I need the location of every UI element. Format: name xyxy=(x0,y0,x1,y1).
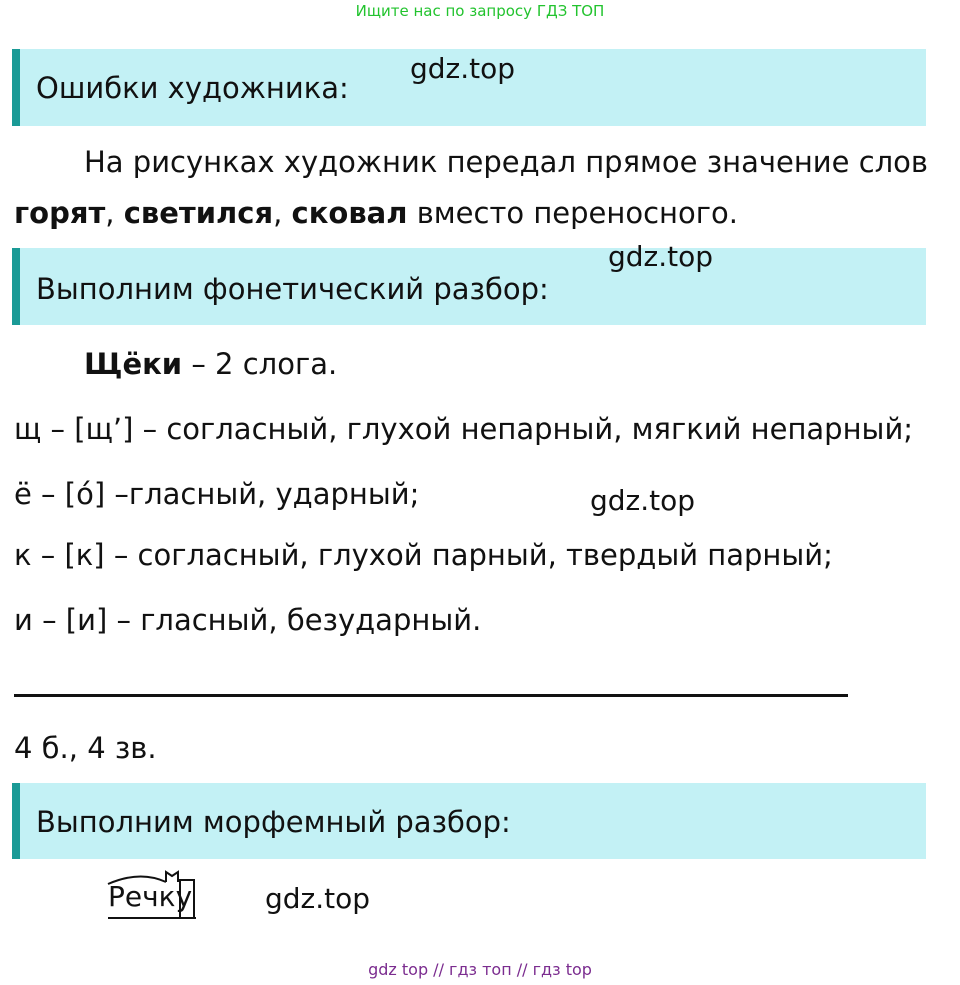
footer-links[interactable]: gdz top // гдз топ // гдз top xyxy=(368,960,592,979)
divider-line xyxy=(14,694,848,697)
phonetic-line: щ – [щ’] – согласный, глухой непарный, мягкий непарный; xyxy=(14,412,914,446)
phonetic-line: к – [к] – согласный, глухой парный, твердый парный; xyxy=(14,538,833,572)
phonetic-line: и – [и] – гласный, безударный. xyxy=(14,603,482,637)
rest-text: вместо переносного. xyxy=(407,196,738,230)
artist-text-line1: На рисунках художник передал прямое значение слов xyxy=(84,145,929,179)
separator: , xyxy=(273,196,292,230)
morpheme-word: Речку xyxy=(108,880,193,913)
section-title: Выполним фонетический разбор: xyxy=(36,272,549,306)
syllable-count: – 2 слога. xyxy=(182,347,338,381)
word-skoval: сковал xyxy=(291,196,408,230)
section-header-morphemic xyxy=(12,783,926,859)
phonetic-word: Щёки xyxy=(84,347,183,381)
phonetic-line: ё – [ó] –гласный, ударный; xyxy=(14,477,420,511)
artist-text-line2 xyxy=(14,196,738,230)
top-banner[interactable]: Ищите нас по запросу ГДЗ ТОП xyxy=(355,2,605,20)
watermark: gdz.top xyxy=(410,52,516,85)
section-title: Ошибки художника: xyxy=(36,71,349,105)
word-svetilsya: светился xyxy=(123,196,274,230)
section-header-phonetic xyxy=(12,248,926,325)
phonetic-heading xyxy=(84,347,337,381)
watermark: gdz.top xyxy=(590,484,696,517)
separator: , xyxy=(105,196,124,230)
section-title: Выполним морфемный разбор: xyxy=(36,805,511,839)
watermark: gdz.top xyxy=(265,882,371,915)
word-goryat: горят xyxy=(14,196,106,230)
watermark: gdz.top xyxy=(608,240,714,273)
phonetic-summary: 4 б., 4 зв. xyxy=(14,731,157,765)
